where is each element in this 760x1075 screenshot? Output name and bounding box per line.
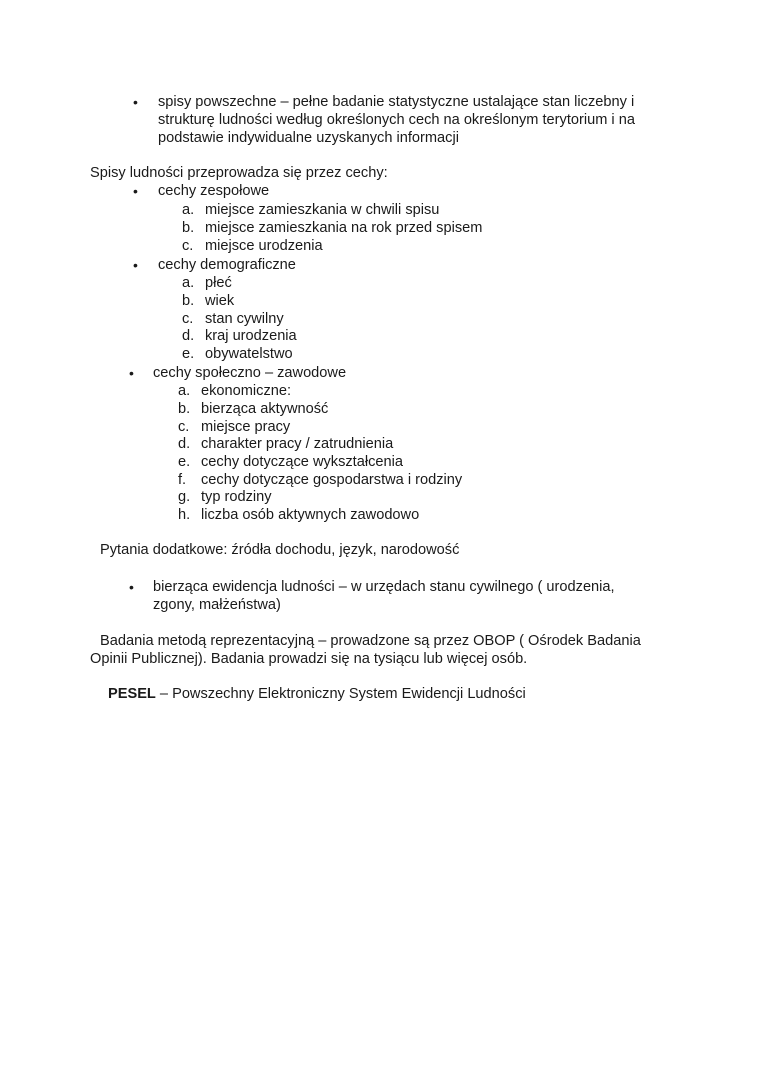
pesel-definition bbox=[108, 685, 526, 703]
paragraph-line: Opinii Publicznej). Badania prowadzi się na tysiącu lub więcej osób. bbox=[90, 651, 528, 667]
list-item: miejsce zamieszkania na rok przed spisem bbox=[205, 220, 483, 236]
list-item: kraj urodzenia bbox=[205, 328, 297, 344]
list-marker: e. bbox=[182, 346, 195, 362]
list-item: stan cywilny bbox=[205, 311, 284, 327]
paragraph-line: podstawie indywidualne uzyskanych informacji bbox=[158, 130, 459, 146]
list-marker: b. bbox=[182, 220, 195, 236]
extra-questions-text: Pytania dodatkowe: źródła dochodu, język, narodowość bbox=[100, 542, 460, 558]
bullet-icon: • bbox=[133, 257, 138, 273]
list-item: cechy dotyczące wykształcenia bbox=[201, 454, 403, 470]
list-marker: d. bbox=[178, 436, 191, 452]
list-item: ekonomiczne: bbox=[201, 383, 292, 399]
paragraph-line: bierząca ewidencja ludności – w urzędach stanu cywilnego ( urodzenia, bbox=[153, 579, 615, 595]
list-item: miejsce zamieszkania w chwili spisu bbox=[205, 202, 440, 218]
list-marker: e. bbox=[178, 454, 191, 470]
list-marker: a. bbox=[182, 275, 195, 291]
list-item: miejsce urodzenia bbox=[205, 238, 323, 254]
group-title: cechy społeczno – zawodowe bbox=[153, 365, 347, 381]
list-marker: h. bbox=[178, 507, 191, 523]
paragraph-line: Badania metodą reprezentacyjną – prowadzone są przez OBOP ( Ośrodek Badania bbox=[100, 633, 641, 649]
bullet-icon: • bbox=[133, 94, 138, 110]
list-marker: b. bbox=[178, 401, 191, 417]
bullet-icon: • bbox=[133, 183, 138, 199]
list-marker: f. bbox=[178, 472, 187, 488]
pesel-term: PESEL bbox=[108, 686, 156, 702]
list-marker: a. bbox=[178, 383, 191, 399]
bullet-icon: • bbox=[129, 365, 134, 381]
list-marker: c. bbox=[182, 238, 194, 254]
paragraph-line: zgony, małżeństwa) bbox=[153, 597, 281, 613]
list-item: wiek bbox=[205, 293, 235, 309]
list-marker: c. bbox=[182, 311, 194, 327]
list-marker: d. bbox=[182, 328, 195, 344]
list-marker: a. bbox=[182, 202, 195, 218]
intro-text: Spisy ludności przeprowadza się przez cechy: bbox=[90, 165, 388, 181]
group-title: cechy zespołowe bbox=[158, 183, 270, 199]
list-marker: c. bbox=[178, 419, 190, 435]
bullet-icon: • bbox=[129, 579, 134, 595]
pesel-definition-text: – Powszechny Elektroniczny System Ewidencji Ludności bbox=[155, 686, 526, 702]
paragraph-line: spisy powszechne – pełne badanie statystyczne ustalające stan liczebny i bbox=[158, 94, 635, 110]
list-item: płeć bbox=[205, 275, 232, 291]
list-marker: b. bbox=[182, 293, 195, 309]
list-item: liczba osób aktywnych zawodowo bbox=[201, 507, 420, 523]
list-item: typ rodziny bbox=[201, 489, 272, 505]
paragraph-line: strukturę ludności według określonych cech na określonym terytorium i na bbox=[158, 112, 635, 128]
list-item: bierząca aktywność bbox=[201, 401, 329, 417]
group-title: cechy demograficzne bbox=[158, 257, 296, 273]
list-item: cechy dotyczące gospodarstwa i rodziny bbox=[201, 472, 463, 488]
list-item: miejsce pracy bbox=[201, 419, 291, 435]
list-marker: g. bbox=[178, 489, 191, 505]
list-item: obywatelstwo bbox=[205, 346, 293, 362]
list-item: charakter pracy / zatrudnienia bbox=[201, 436, 394, 452]
